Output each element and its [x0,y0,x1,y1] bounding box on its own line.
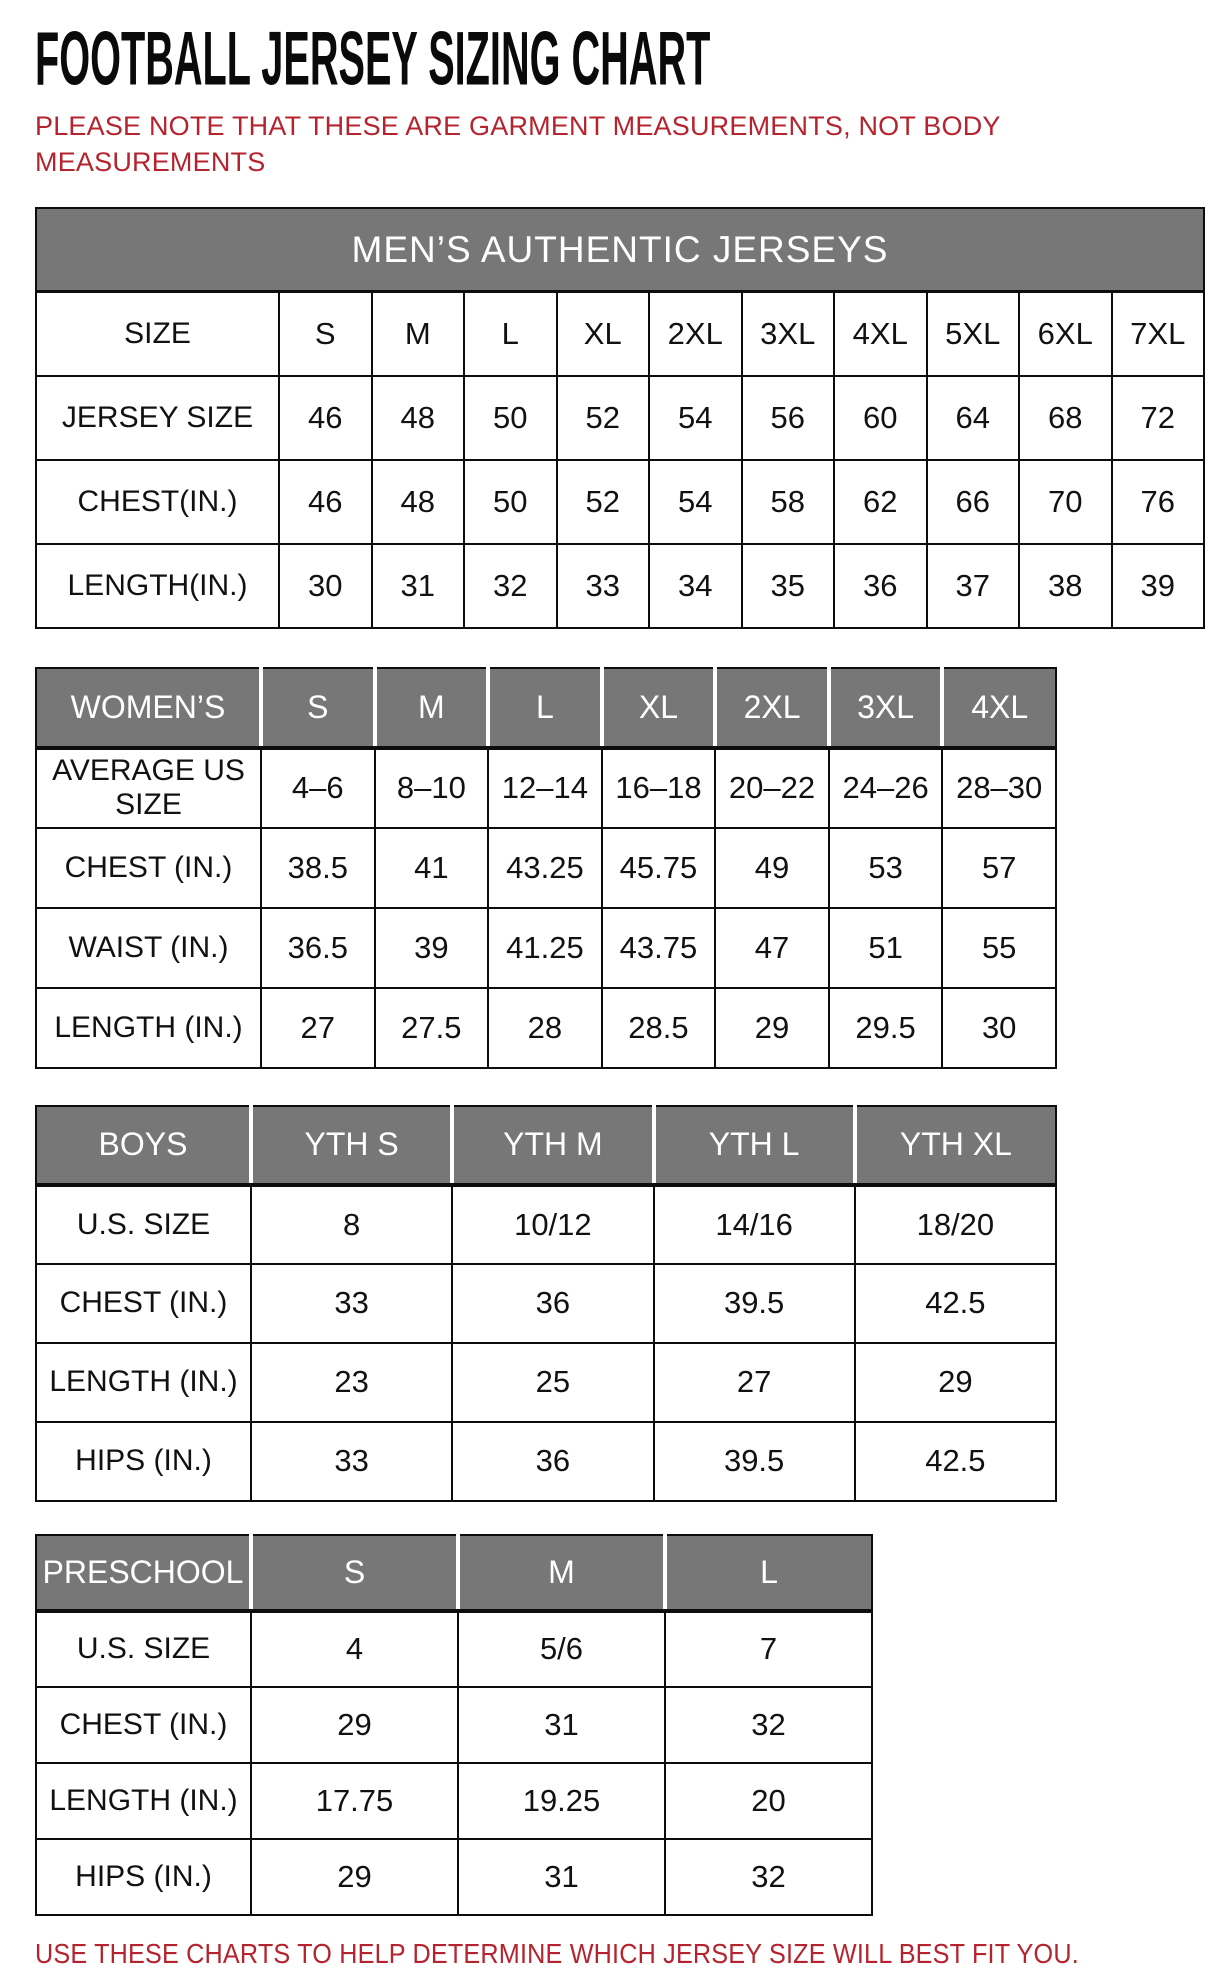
value-cell: 46 [279,460,372,544]
table-corner-label: WOMEN’S [36,668,261,748]
row-label: HIPS (IN.) [36,1839,251,1915]
value-cell: 39 [375,908,489,988]
column-header: L [665,1535,872,1611]
column-header: YTH L [654,1106,855,1185]
value-cell: 53 [829,828,943,908]
value-cell: 29 [251,1839,458,1915]
value-cell: 50 [464,376,557,460]
value-cell: 38.5 [261,828,375,908]
value-cell: 8–10 [375,748,489,828]
row-label: LENGTH(IN.) [36,544,279,628]
value-cell: 39.5 [654,1264,855,1343]
boys-table-section [35,1105,1220,1502]
value-cell: 42.5 [855,1264,1056,1343]
value-cell: 27 [654,1343,855,1422]
value-cell: 56 [742,376,835,460]
sizing-table-boys [35,1105,1057,1502]
row-label: WAIST (IN.) [36,908,261,988]
column-header: 4XL [834,292,927,376]
row-label: HIPS (IN.) [36,1422,251,1501]
value-cell: 36 [452,1264,653,1343]
table-banner-row [36,208,1204,292]
value-cell: 42.5 [855,1422,1056,1501]
column-header: YTH XL [855,1106,1056,1185]
value-cell: 48 [372,376,465,460]
value-cell: 32 [665,1839,872,1915]
sizing-table-womens [35,667,1057,1069]
sizing-table-preschool [35,1534,873,1916]
value-cell: 28.5 [602,988,716,1068]
value-cell: 29.5 [829,988,943,1068]
value-cell: 31 [458,1839,665,1915]
table-corner-label: PRESCHOOL [36,1535,251,1611]
value-cell: 30 [942,988,1056,1068]
row-label: CHEST (IN.) [36,1687,251,1763]
column-header: 2XL [715,668,829,748]
value-cell: 49 [715,828,829,908]
value-cell: 4 [251,1611,458,1687]
value-cell: 46 [279,376,372,460]
value-cell: 36 [834,544,927,628]
value-cell: 57 [942,828,1056,908]
column-header: XL [602,668,716,748]
column-header: M [372,292,465,376]
column-header: 4XL [942,668,1056,748]
value-cell: 62 [834,460,927,544]
value-cell: 17.75 [251,1763,458,1839]
table-row [36,1839,872,1915]
value-cell: 24–26 [829,748,943,828]
value-cell: 43.75 [602,908,716,988]
column-header: S [261,668,375,748]
value-cell: 36.5 [261,908,375,988]
value-cell: 45.75 [602,828,716,908]
value-cell: 55 [942,908,1056,988]
column-header: M [375,668,489,748]
column-header: 6XL [1019,292,1112,376]
table-row [36,376,1204,460]
value-cell: 20–22 [715,748,829,828]
value-cell: 7 [665,1611,872,1687]
column-header: L [488,668,602,748]
table-row [36,544,1204,628]
row-label: CHEST (IN.) [36,1264,251,1343]
value-cell: 19.25 [458,1763,665,1839]
table-corner-label: SIZE [36,292,279,376]
row-label: JERSEY SIZE [36,376,279,460]
column-header: 7XL [1112,292,1205,376]
page-title-text: FOOTBALL JERSEY SIZING CHART [35,17,711,102]
value-cell: 72 [1112,376,1205,460]
table-row [36,1343,1056,1422]
value-cell: 29 [251,1687,458,1763]
value-cell: 28 [488,988,602,1068]
column-header: S [279,292,372,376]
table-corner-label: BOYS [36,1106,251,1185]
footer-note: USE THESE CHARTS TO HELP DETERMINE WHICH JERSEY SIZE WILL BEST FIT YOU. [35,1937,1079,1969]
value-cell: 54 [649,460,742,544]
table-row [36,1264,1056,1343]
table-row [36,748,1056,828]
table-row [36,988,1056,1068]
value-cell: 32 [665,1687,872,1763]
table-row [36,908,1056,988]
column-header: L [464,292,557,376]
value-cell: 68 [1019,376,1112,460]
value-cell: 52 [557,376,650,460]
value-cell: 31 [372,544,465,628]
value-cell: 29 [715,988,829,1068]
value-cell: 32 [464,544,557,628]
value-cell: 28–30 [942,748,1056,828]
value-cell: 64 [927,376,1020,460]
value-cell: 43.25 [488,828,602,908]
value-cell: 41 [375,828,489,908]
value-cell: 60 [834,376,927,460]
column-header: 5XL [927,292,1020,376]
value-cell: 27.5 [375,988,489,1068]
header-row [36,668,1056,748]
value-cell: 33 [251,1422,452,1501]
value-cell: 37 [927,544,1020,628]
header-row [36,292,1204,376]
column-header: M [458,1535,665,1611]
value-cell: 4–6 [261,748,375,828]
column-header: XL [557,292,650,376]
value-cell: 51 [829,908,943,988]
mens-table-section [35,207,1220,629]
row-label: U.S. SIZE [36,1611,251,1687]
value-cell: 33 [557,544,650,628]
value-cell: 66 [927,460,1020,544]
value-cell: 31 [458,1687,665,1763]
value-cell: 76 [1112,460,1205,544]
table-row [36,1422,1056,1501]
sizing-table-mens [35,207,1205,629]
table-row [36,1687,872,1763]
value-cell: 58 [742,460,835,544]
header-row [36,1535,872,1611]
value-cell: 20 [665,1763,872,1839]
column-header: YTH M [452,1106,653,1185]
value-cell: 5/6 [458,1611,665,1687]
row-label: CHEST(IN.) [36,460,279,544]
value-cell: 35 [742,544,835,628]
column-header: 2XL [649,292,742,376]
column-header: S [251,1535,458,1611]
value-cell: 70 [1019,460,1112,544]
value-cell: 10/12 [452,1185,653,1264]
value-cell: 38 [1019,544,1112,628]
value-cell: 41.25 [488,908,602,988]
value-cell: 52 [557,460,650,544]
value-cell: 36 [452,1422,653,1501]
table-row [36,1611,872,1687]
value-cell: 34 [649,544,742,628]
value-cell: 14/16 [654,1185,855,1264]
value-cell: 47 [715,908,829,988]
value-cell: 54 [649,376,742,460]
value-cell: 12–14 [488,748,602,828]
header-row [36,1106,1056,1185]
row-label: LENGTH (IN.) [36,1343,251,1422]
table-banner-title: MEN’S AUTHENTIC JERSEYS [36,208,1204,292]
value-cell: 25 [452,1343,653,1422]
footer-note-line [35,1916,1220,1970]
value-cell: 39 [1112,544,1205,628]
row-label: AVERAGE US SIZE [36,748,261,828]
column-header: 3XL [829,668,943,748]
value-cell: 50 [464,460,557,544]
column-header: 3XL [742,292,835,376]
garment-measurements-note: PLEASE NOTE THAT THESE ARE GARMENT MEASUREMENTS, NOT BODY MEASUREMENTS [35,111,1001,178]
table-row [36,460,1204,544]
value-cell: 30 [279,544,372,628]
preschool-table-section [35,1534,1220,1916]
row-label: CHEST (IN.) [36,828,261,908]
value-cell: 8 [251,1185,452,1264]
page-title [35,17,1220,102]
table-row [36,828,1056,908]
value-cell: 48 [372,460,465,544]
value-cell: 39.5 [654,1422,855,1501]
table-row [36,1185,1056,1264]
column-header: YTH S [251,1106,452,1185]
row-label: LENGTH (IN.) [36,1763,251,1839]
table-row [36,1763,872,1839]
row-label: LENGTH (IN.) [36,988,261,1068]
value-cell: 23 [251,1343,452,1422]
womens-table-section [35,667,1220,1069]
value-cell: 33 [251,1264,452,1343]
value-cell: 16–18 [602,748,716,828]
row-label: U.S. SIZE [36,1185,251,1264]
value-cell: 29 [855,1343,1056,1422]
value-cell: 18/20 [855,1185,1056,1264]
value-cell: 27 [261,988,375,1068]
